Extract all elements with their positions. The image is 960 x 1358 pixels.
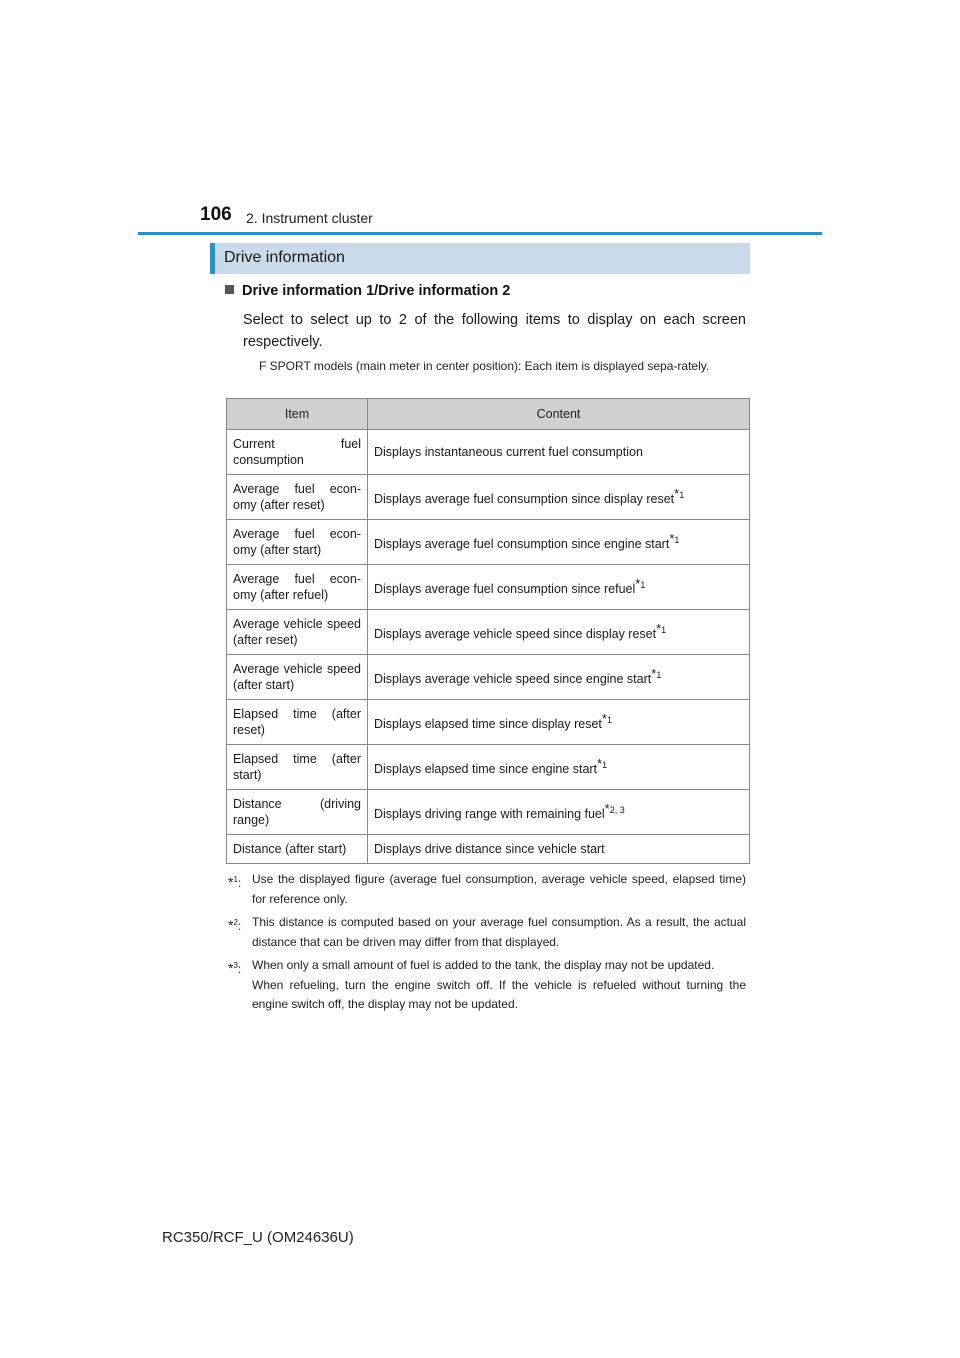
note-paragraph: F SPORT models (main meter in center position): Each item is displayed sepa-rately. — [259, 359, 710, 373]
content-cell: Displays average fuel consumption since refuel$^{*1}$ — [368, 565, 750, 610]
content-cell: Displays average vehicle speed since display reset$^{*1}$ — [368, 610, 750, 655]
item-cell: Elapsed time (after start) — [227, 745, 368, 790]
content-cell: Displays drive distance since vehicle start — [368, 835, 750, 864]
document-code: RC350/RCF_U (OM24636U) — [162, 1229, 354, 1246]
item-cell: Current fuel consumption — [227, 430, 368, 475]
section-title: Drive information — [224, 249, 345, 266]
drive-info-table — [226, 398, 750, 864]
footnote: *$^2$: This distance is computed based on your average fuel consumption. As a result, the actual distance that can be driven may differ from that displayed. — [228, 915, 746, 949]
chapter-title: 2. Instrument cluster — [246, 210, 373, 226]
content-cell: Displays driving range with remaining fuel$^{*2, 3}$ — [368, 790, 750, 835]
footnote: *$^3$: When only a small amount of fuel is added to the tank, the display may not be updated. When refueling, turn the engine switch off. If the vehicle is refueled without turning the engine switch off, the display may not be updated. — [228, 958, 746, 1011]
table-row — [227, 520, 750, 565]
content-cell: Displays instantaneous current fuel consumption — [368, 430, 750, 475]
column-header-content: Content — [368, 399, 750, 430]
content-cell: Displays average fuel consumption since display reset$^{*1}$ — [368, 475, 750, 520]
item-cell: Average fuel econ-omy (after reset) — [227, 475, 368, 520]
item-cell: Average vehicle speed (after start) — [227, 655, 368, 700]
item-cell: Average fuel econ-omy (after start) — [227, 520, 368, 565]
item-cell: Distance (driving range) — [227, 790, 368, 835]
footnote-ref: *1 — [597, 756, 608, 772]
subsection-heading — [225, 283, 510, 299]
table-header-row — [227, 399, 750, 430]
footnote-ref: *1 — [635, 576, 646, 592]
item-cell: Average fuel econ-omy (after refuel) — [227, 565, 368, 610]
footnote-ref: *1 — [601, 711, 612, 727]
page-number: 106 — [200, 204, 232, 225]
content-cell: Displays elapsed time since display reset$^{*1}$ — [368, 700, 750, 745]
table-row — [227, 565, 750, 610]
content-cell: Displays average fuel consumption since engine start$^{*1}$ — [368, 520, 750, 565]
table-row — [227, 835, 750, 864]
subsection-title: Drive information 1/Drive information 2 — [242, 283, 511, 299]
footnote-mark: *$^2$: — [228, 917, 242, 933]
table-row — [227, 700, 750, 745]
item-cell: Elapsed time (after reset) — [227, 700, 368, 745]
footnotes — [228, 870, 746, 1019]
content-cell: Displays average vehicle speed since engine start$^{*1}$ — [368, 655, 750, 700]
page-header — [200, 204, 820, 234]
footnote-ref: *1 — [669, 531, 680, 547]
footnote-ref: *1 — [656, 621, 667, 637]
header-rule — [138, 232, 822, 235]
table-row — [227, 610, 750, 655]
item-cell: Average vehicle speed (after reset) — [227, 610, 368, 655]
footnote-ref: *2, 3 — [604, 801, 625, 817]
table-row — [227, 655, 750, 700]
table-row — [227, 430, 750, 475]
table-row — [227, 790, 750, 835]
table-row — [227, 745, 750, 790]
intro-paragraph: Select to select up to 2 of the following items to display on each screen respectively. — [243, 312, 746, 350]
content-cell: Displays elapsed time since engine start$^{*1}$ — [368, 745, 750, 790]
footnote-mark: *$^1$: — [228, 874, 242, 890]
table-row — [227, 475, 750, 520]
column-header-item: Item — [227, 399, 368, 430]
footnote-mark: *$^3$: — [228, 960, 242, 976]
footnote-ref: *1 — [651, 666, 662, 682]
section-heading — [210, 243, 750, 274]
square-bullet-icon — [225, 285, 234, 294]
item-cell: Distance (after start) — [227, 835, 368, 864]
footnote: *$^1$: Use the displayed figure (average fuel consumption, average vehicle speed, elapsed time) for reference only. — [228, 872, 746, 906]
footnote-ref: *1 — [674, 486, 685, 502]
